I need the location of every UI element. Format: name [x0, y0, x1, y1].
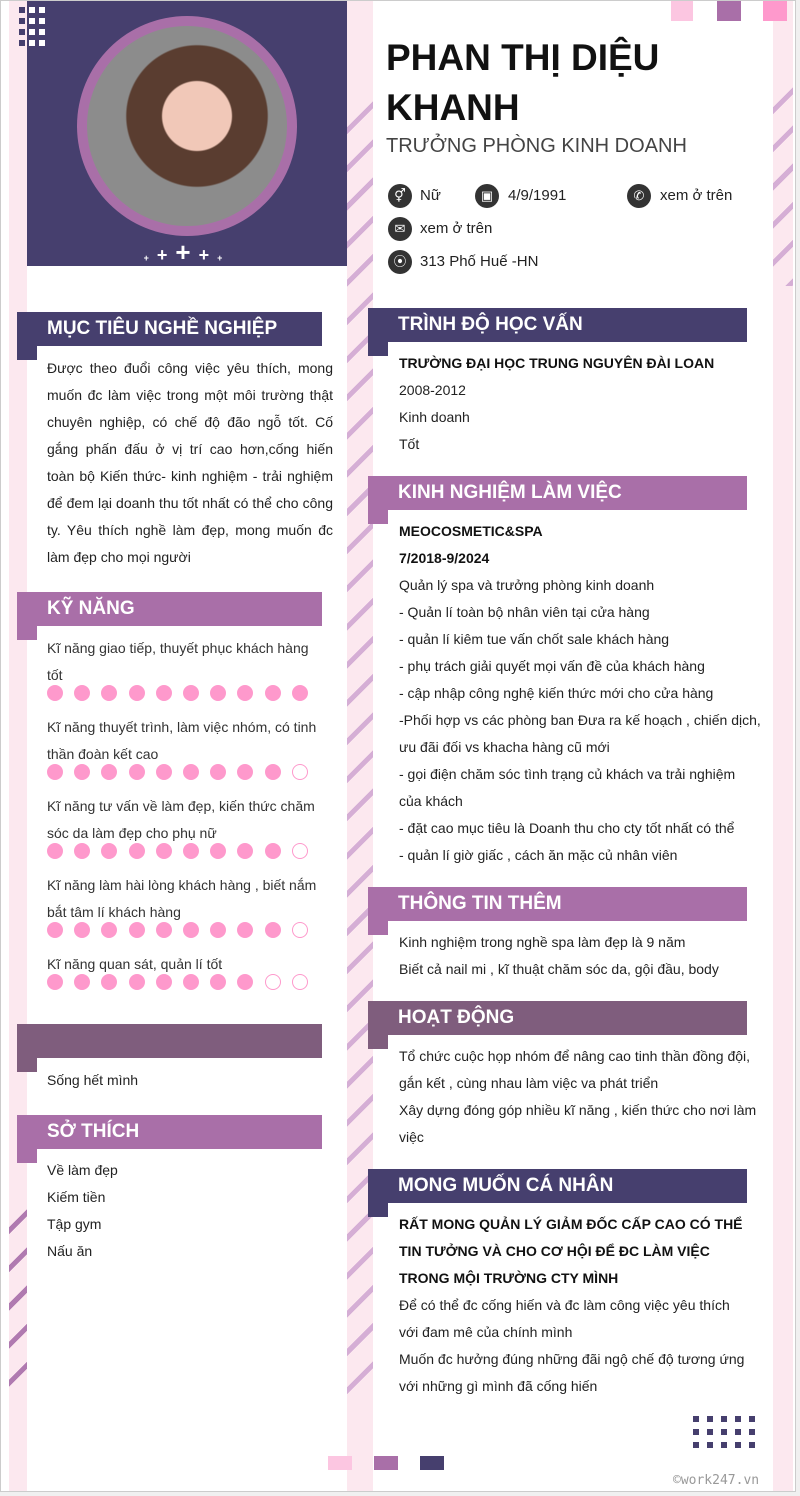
dark-square — [420, 1456, 444, 1470]
rating-dot-filled — [129, 764, 145, 780]
grid-dot — [19, 18, 25, 24]
grid-dot — [735, 1442, 741, 1448]
right-diagonal-pattern — [773, 76, 793, 286]
dot-grid-decoration — [19, 7, 49, 57]
skill-name: bắt tâm lí khách hàng — [47, 904, 181, 920]
section-title: SỞ THÍCH — [47, 1121, 140, 1142]
rating-dot-filled — [47, 922, 63, 938]
rating-dot-filled — [183, 685, 199, 701]
text-line: với những gì mình đã cống hiến — [399, 1378, 598, 1394]
rating-dot-filled — [183, 974, 199, 990]
gender-icon: ⚥ — [388, 184, 412, 208]
rating-dot-filled — [237, 922, 253, 938]
rating-dot-filled — [237, 685, 253, 701]
objective-text: Được theo đuổi công việc yêu thích, mong muốn đc làm việc trong một môi trường thật chuyên nghiệp, có chế độ đão ngỗ tốt. Cố gắng phấn đấu ở vị trí cao hơn,cống hiến toàn bộ Kiến thức- kinh nghiệm - trải nghiệm để đem lại doanh thu tốt nhất có thể cho công ty. Yêu thích nghề làm đẹp, mong muốn đc làm đẹp cho mọi người — [47, 360, 333, 565]
phone-icon: ✆ — [627, 184, 651, 208]
skill-name: sóc da làm đẹp cho phụ nữ — [47, 825, 217, 841]
text-line: - quản lí giờ giấc , cách ăn mặc củ nhân viên — [399, 847, 678, 863]
skill-name: Kĩ năng thuyết trình, làm việc nhóm, có tinh — [47, 719, 317, 735]
rating-dot-filled — [292, 685, 308, 701]
text-line: gắn kết , cùng nhau làm việc va phát triển — [399, 1075, 659, 1091]
job-title: TRƯỞNG PHÒNG KINH DOANH — [386, 135, 687, 157]
text-line: 2008-2012 — [399, 382, 466, 398]
left-diagonal-pattern — [9, 1196, 27, 1396]
bold-line: TIN TƯỞNG VÀ CHO CƠ HỘI ĐỂ ĐC LÀM VIỆC — [399, 1243, 710, 1259]
rating-dot-filled — [265, 764, 281, 780]
rating-dot-filled — [129, 843, 145, 859]
skill-name: thần đoàn kết cao — [47, 746, 159, 762]
objective-header — [17, 312, 322, 346]
rating-dot-filled — [237, 974, 253, 990]
grid-dot — [721, 1429, 727, 1435]
text-line: - quản lí kiêm tue vấn chốt sale khách hàng — [399, 631, 670, 647]
text-line: - cập nhập công nghệ kiến thức mới cho cửa hàng — [399, 685, 714, 701]
rating-dot-empty — [265, 974, 281, 990]
skill-name: Kĩ năng làm hài lòng khách hàng , biết nắm — [47, 877, 317, 893]
text-line: Kinh nghiệm trong nghề spa làm đẹp là 9 năm — [399, 934, 686, 950]
email-icon: ✉ — [388, 217, 412, 241]
rating-dot-filled — [101, 843, 117, 859]
grid-dot — [707, 1416, 713, 1422]
email-value: xem ở trên — [420, 220, 493, 237]
text-line: Muốn đc hưởng đúng những đãi ngộ chế độ tương ứng — [399, 1351, 745, 1367]
dot-grid-decoration — [693, 1416, 763, 1456]
rating-dot-filled — [210, 843, 226, 859]
rating-dot-filled — [47, 974, 63, 990]
text-line: Kiếm tiền — [47, 1189, 106, 1205]
text-line: Tổ chức cuộc họp nhóm để nâng cao tinh thần đồng đội, — [399, 1048, 751, 1064]
grid-dot — [721, 1442, 727, 1448]
skill-rating — [47, 974, 308, 990]
text-line: Tập gym — [47, 1216, 102, 1232]
grid-dot — [19, 40, 25, 46]
plus-decoration: +++++ — [143, 237, 231, 267]
text-line: Kinh doanh — [399, 409, 470, 425]
skill-name: Kĩ năng tư vấn về làm đẹp, kiến thức chăm — [47, 798, 315, 814]
text-line: -Phối hợp vs các phòng ban Đưa ra kế hoạch , chiến dịch, — [399, 712, 761, 728]
grid-dot — [693, 1442, 699, 1448]
section-title: HOẠT ĐỘNG — [398, 1007, 515, 1028]
rating-dot-filled — [183, 843, 199, 859]
section-title: THÔNG TIN THÊM — [398, 893, 562, 914]
grid-dot — [29, 40, 35, 46]
grid-dot — [29, 29, 35, 35]
rating-dot-filled — [74, 764, 90, 780]
skill-rating — [47, 685, 308, 701]
rating-dot-filled — [237, 843, 253, 859]
avatar — [87, 26, 287, 226]
rating-dot-filled — [210, 922, 226, 938]
grid-dot — [29, 18, 35, 24]
experience-header — [368, 476, 747, 510]
rating-dot-filled — [265, 843, 281, 859]
grid-dot — [749, 1416, 755, 1422]
bold-line: TRƯỜNG ĐẠI HỌC TRUNG NGUYÊN ĐÀI LOAN — [399, 355, 715, 371]
birthday-value: 4/9/1991 — [508, 187, 567, 204]
education-header — [368, 308, 747, 342]
rating-dot-empty — [292, 843, 308, 859]
text-line: - gọi điện chăm sóc tình trạng củ khách va trải nghiệm — [399, 766, 736, 782]
skill-rating — [47, 843, 308, 859]
section-title: KỸ NĂNG — [47, 598, 135, 619]
grid-dot — [19, 7, 25, 13]
grid-dot — [749, 1442, 755, 1448]
section-title: KINH NGHIỆM LÀM VIỆC — [398, 482, 622, 503]
rating-dot-filled — [210, 974, 226, 990]
hobbies-header — [17, 1115, 322, 1149]
untitled-header — [17, 1024, 322, 1058]
bold-line: RẤT MONG QUẢN LÝ GIẢM ĐỐC CẤP CAO CÓ THỂ — [399, 1216, 743, 1232]
text-line: Xây dựng đóng góp nhiều kĩ năng , kiến thức cho nơi làm — [399, 1102, 757, 1118]
wishes-header — [368, 1169, 747, 1203]
grid-dot — [39, 40, 45, 46]
rating-dot-empty — [292, 764, 308, 780]
rating-dot-filled — [156, 922, 172, 938]
bold-line: TRONG MỘI TRƯỜNG CTY MÌNH — [399, 1270, 619, 1286]
rating-dot-filled — [74, 974, 90, 990]
text-line: Để có thể đc cống hiến và đc làm công việc yêu thích — [399, 1297, 730, 1313]
location-icon: ⦿ — [388, 250, 412, 274]
grid-dot — [707, 1442, 713, 1448]
bold-line: 7/2018-9/2024 — [399, 550, 490, 566]
rating-dot-filled — [47, 764, 63, 780]
text-line: Sống hết mình — [47, 1072, 139, 1088]
text-line: - đặt cao mục tiêu là Doanh thu cho cty tốt nhất có thể — [399, 820, 735, 836]
name-line: KHANH — [386, 87, 520, 128]
rating-dot-filled — [156, 974, 172, 990]
purple-square — [374, 1456, 398, 1470]
text-line: Quản lý spa và trưởng phòng kinh doanh — [399, 577, 655, 593]
grid-dot — [39, 18, 45, 24]
text-line: với đam mê của chính mình — [399, 1324, 573, 1340]
rating-dot-filled — [129, 685, 145, 701]
grid-dot — [693, 1429, 699, 1435]
address-value: 313 Phố Huế -HN — [420, 253, 539, 270]
rating-dot-filled — [47, 685, 63, 701]
skill-name: Kĩ năng giao tiếp, thuyết phục khách hàng — [47, 640, 309, 656]
gender-value: Nữ — [420, 187, 441, 204]
watermark: ©work247.vn — [673, 1473, 760, 1488]
text-line: việc — [399, 1129, 424, 1145]
section-title: MỤC TIÊU NGHỀ NGHIỆP — [47, 318, 278, 339]
rating-dot-filled — [47, 843, 63, 859]
candidate-name — [386, 33, 659, 133]
calendar-icon: ▣ — [475, 184, 499, 208]
text-line: Tốt — [399, 436, 420, 452]
grid-dot — [29, 7, 35, 13]
grid-dot — [749, 1429, 755, 1435]
rating-dot-filled — [129, 974, 145, 990]
pink-square — [763, 1, 787, 21]
grid-dot — [735, 1429, 741, 1435]
grid-dot — [19, 29, 25, 35]
rating-dot-filled — [265, 922, 281, 938]
rating-dot-empty — [292, 922, 308, 938]
rating-dot-filled — [74, 685, 90, 701]
additional-info-header — [368, 887, 747, 921]
rating-dot-filled — [210, 685, 226, 701]
rating-dot-filled — [210, 764, 226, 780]
rating-dot-filled — [183, 922, 199, 938]
rating-dot-filled — [101, 764, 117, 780]
text-line: của khách — [399, 793, 463, 809]
rating-dot-filled — [74, 922, 90, 938]
pink-square — [671, 1, 693, 21]
name-line: PHAN THỊ DIỆU — [386, 37, 660, 78]
section-title: MONG MUỐN CÁ NHÂN — [398, 1175, 614, 1196]
text-line: - Quản lí toàn bộ nhân viên tại cửa hàng — [399, 604, 650, 620]
phone-value: xem ở trên — [660, 187, 733, 204]
grid-dot — [735, 1416, 741, 1422]
rating-dot-empty — [292, 974, 308, 990]
rating-dot-filled — [101, 974, 117, 990]
grid-dot — [693, 1416, 699, 1422]
rating-dot-filled — [237, 764, 253, 780]
grid-dot — [721, 1416, 727, 1422]
activities-header — [368, 1001, 747, 1035]
rating-dot-filled — [156, 843, 172, 859]
rating-dot-filled — [129, 922, 145, 938]
section-title: TRÌNH ĐỘ HỌC VẤN — [398, 314, 583, 335]
rating-dot-filled — [101, 685, 117, 701]
bold-line: MEOCOSMETIC&SPA — [399, 523, 543, 539]
grid-dot — [39, 29, 45, 35]
text-line: - phụ trách giải quyết mọi vấn đề của khách hàng — [399, 658, 705, 674]
text-line: Về làm đẹp — [47, 1162, 118, 1178]
skill-name: Kĩ năng quan sát, quản lí tốt — [47, 956, 223, 972]
text-line: ưu đãi đối vs khacha hàng cũ mới — [399, 739, 610, 755]
pink-square — [328, 1456, 352, 1470]
rating-dot-filled — [101, 922, 117, 938]
rating-dot-filled — [74, 843, 90, 859]
rating-dot-filled — [156, 764, 172, 780]
rating-dot-filled — [183, 764, 199, 780]
skill-rating — [47, 922, 308, 938]
grid-dot — [39, 7, 45, 13]
rating-dot-filled — [265, 685, 281, 701]
grid-dot — [707, 1429, 713, 1435]
rating-dot-filled — [156, 685, 172, 701]
text-line: Biết cả nail mi , kĩ thuật chăm sóc da, gội đầu, body — [399, 961, 719, 977]
skill-rating — [47, 764, 308, 780]
purple-square — [717, 1, 741, 21]
skills-header — [17, 592, 322, 626]
text-line: Nấu ăn — [47, 1243, 93, 1259]
skill-name: tốt — [47, 667, 63, 683]
